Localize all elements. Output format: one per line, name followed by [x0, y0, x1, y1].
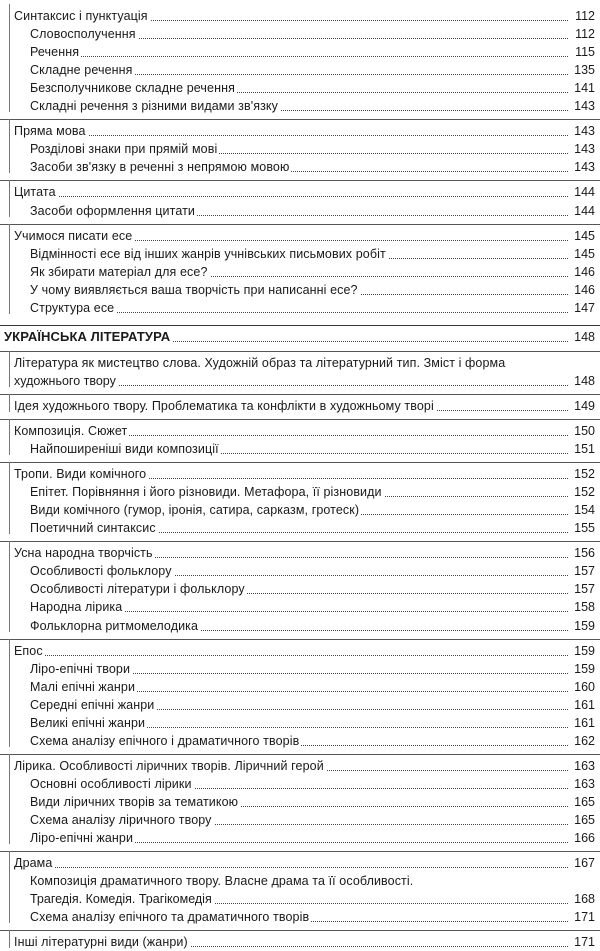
toc-subentry[interactable]	[0, 281, 600, 299]
group-divider	[0, 180, 600, 181]
page-number: 115	[571, 43, 595, 61]
section-divider	[0, 325, 600, 326]
entry-title: Поетичний синтаксис	[30, 521, 156, 536]
entry-title: Найпоширеніші види композиції	[30, 442, 219, 457]
dot-leader	[14, 655, 568, 656]
page-number: 141	[571, 79, 595, 97]
entry-title: Складне речення	[30, 63, 133, 78]
page-number: 144	[571, 183, 595, 201]
group-divider	[0, 394, 600, 395]
toc-entry[interactable]	[0, 422, 600, 440]
group-left-rule	[9, 419, 10, 455]
entry-title: Складні речення з різними видами зв'язку	[30, 99, 278, 114]
page-number: 152	[571, 483, 595, 501]
page-number: 145	[571, 227, 595, 245]
entry-title: Синтаксис і пунктуація	[14, 9, 148, 23]
toc-entry[interactable]	[0, 757, 600, 775]
entry-title: Учимося писати есе	[14, 228, 133, 243]
group-divider	[0, 930, 600, 931]
group-left-rule	[9, 462, 10, 534]
entry-title: Ліро-епічні жанри	[30, 831, 134, 846]
entry-title: Як збирати матеріал для есе?	[30, 264, 208, 279]
toc-subentry[interactable]	[0, 61, 600, 79]
group-left-rule	[9, 930, 10, 948]
entry-title: Безсполучникове складне речення	[30, 81, 235, 96]
entry-title: Види комічного (гумор, іронія, сатира, сарказм, гротеск)	[30, 503, 360, 518]
entry-title: Малі епічні жанри	[30, 679, 136, 694]
page-number: 161	[571, 696, 595, 714]
page-number: 158	[571, 598, 595, 616]
page-number: 145	[571, 245, 595, 263]
entry-title: Середні епічні жанри	[30, 697, 155, 712]
page-number: 161	[571, 714, 595, 732]
toc-entry[interactable]	[0, 397, 600, 415]
group-left-rule	[9, 180, 10, 216]
page-number: 160	[571, 678, 595, 696]
group-left-rule	[9, 754, 10, 844]
entry-title: Цитата	[14, 185, 56, 200]
group-divider	[0, 851, 600, 852]
group-left-rule	[9, 119, 10, 173]
page-number: 143	[571, 97, 595, 115]
entry-title: Інші літературні види (жанри)	[14, 935, 188, 950]
entry-title: Словосполучення	[30, 27, 136, 42]
toc-subentry[interactable]	[0, 811, 600, 829]
dot-leader	[14, 135, 568, 136]
entry-title: Фольклорна ритмомелодика	[30, 618, 199, 633]
toc-subentry[interactable]	[0, 245, 600, 263]
page-number: 147	[571, 299, 595, 317]
entry-title-continued: художнього твору	[14, 373, 116, 388]
toc-subentry[interactable]	[0, 158, 600, 176]
group-divider	[0, 351, 600, 352]
entry-title: Структура есе	[30, 300, 115, 315]
entry-title: Ідея художнього твору. Проблематика та конфлікти в художньому творі	[14, 398, 434, 413]
toc-subentry[interactable]	[0, 829, 600, 847]
toc-entry[interactable]	[0, 7, 600, 25]
page-number: 144	[571, 202, 595, 220]
entry-title: У чому виявляється ваша творчість при написанні есе?	[30, 282, 358, 297]
page-number: 150	[571, 422, 595, 440]
entry-title: Усна народна творчість	[14, 546, 153, 561]
page-number: 143	[571, 158, 595, 176]
group-divider	[0, 119, 600, 120]
entry-title: Драма	[14, 856, 53, 871]
toc-subentry[interactable]	[0, 501, 600, 519]
toc-subentry[interactable]	[0, 617, 600, 635]
entry-title: Розділові знаки при прямій мові	[30, 142, 218, 157]
toc-subentry[interactable]	[0, 714, 600, 732]
toc-subentry[interactable]	[0, 43, 600, 61]
group-left-rule	[9, 224, 10, 314]
entry-title: Ліро-епічні твори	[30, 661, 131, 676]
page-number: 157	[571, 580, 595, 598]
page-number: 135	[571, 61, 595, 79]
group-divider	[0, 224, 600, 225]
entry-title: Особливості літератури і фольклору	[30, 582, 245, 597]
page-number: 151	[571, 440, 595, 458]
toc-subentry[interactable]	[0, 79, 600, 97]
group-divider	[0, 419, 600, 420]
toc-subentry[interactable]	[0, 25, 600, 43]
toc-subentry[interactable]	[0, 483, 600, 501]
entry-title: Схема аналізу епічного та драматичного творів	[30, 910, 310, 925]
group-divider	[0, 462, 600, 463]
page-number: 159	[571, 642, 595, 660]
toc-entry[interactable]	[0, 854, 600, 872]
toc-subentry[interactable]	[0, 660, 600, 678]
toc-subentry[interactable]	[0, 299, 600, 317]
group-divider	[0, 541, 600, 542]
group-left-rule	[9, 394, 10, 412]
entry-title: Епітет. Порівняння і його різновиди. Метафора, її різновиди	[30, 485, 382, 500]
entry-title: Схема аналізу епічного і драматичного творів	[30, 733, 300, 748]
entry-title: Засоби оформлення цитати	[30, 203, 195, 218]
entry-title: Пряма мова	[14, 124, 86, 139]
entry-title: Відмінності есе від інших жанрів учнівських письмових робіт	[30, 246, 386, 261]
dot-leader	[14, 196, 568, 197]
toc-subentry[interactable]	[0, 519, 600, 537]
toc-subentry[interactable]	[0, 732, 600, 750]
toc-entry[interactable]	[0, 933, 600, 951]
toc-entry[interactable]	[0, 183, 600, 201]
toc-subentry[interactable]	[0, 908, 600, 926]
toc-entry[interactable]	[0, 642, 600, 660]
page-number: 163	[571, 757, 595, 775]
page-number: 146	[571, 263, 595, 281]
entry-title-continued: Трагедія. Комедія. Трагікомедія	[30, 892, 212, 907]
entry-title: Народна лірика	[30, 600, 123, 615]
entry-title: Схема аналізу ліричного твору	[30, 813, 212, 827]
toc-subentry[interactable]	[0, 440, 600, 458]
dot-leader	[14, 867, 568, 868]
page-number: 159	[571, 660, 595, 678]
entry-title: Засоби зв'язку в реченні з непрямою мовою	[30, 160, 290, 175]
toc-entry[interactable]	[0, 227, 600, 245]
page-number: 171	[571, 933, 595, 951]
group-left-rule	[9, 351, 10, 387]
page-number: 156	[571, 544, 595, 562]
entry-title: Особливості фольклору	[30, 564, 172, 579]
toc-subentry[interactable]	[0, 140, 600, 158]
page-number: 167	[571, 854, 595, 872]
page-number: 112	[571, 7, 595, 25]
entry-title: Види ліричних творів за тематикою	[30, 794, 239, 809]
page-number: 165	[571, 793, 595, 811]
page-number: 162	[571, 732, 595, 750]
page-number: 148	[571, 328, 595, 346]
group-divider	[0, 639, 600, 640]
toc-entry[interactable]	[0, 544, 600, 562]
group-left-rule	[9, 851, 10, 923]
toc-subentry[interactable]	[0, 263, 600, 281]
dot-leader	[30, 56, 568, 57]
page-number: 143	[571, 122, 595, 140]
toc-subentry[interactable]	[0, 97, 600, 115]
entry-title: Композиція драматичного твору. Власне драма та її особливості.	[30, 874, 414, 889]
toc-subentry[interactable]	[0, 793, 600, 811]
entry-title: Література як мистецтво слова. Художній образ та літературний тип. Зміст і форма	[14, 355, 506, 370]
page-number: 166	[571, 829, 595, 847]
entry-title: УКРАЇНСЬКА ЛІТЕРАТУРА	[4, 328, 171, 344]
entry-title: Тропи. Види комічного	[14, 467, 147, 482]
toc-entry[interactable]	[0, 354, 600, 390]
page-number: 143	[571, 140, 595, 158]
entry-title: Епос	[14, 643, 43, 658]
toc-subentry[interactable]	[0, 562, 600, 580]
page-number: 163	[571, 775, 595, 793]
page-number: 112	[571, 25, 595, 43]
toc-entry[interactable]	[0, 465, 600, 483]
group-left-rule	[9, 4, 10, 112]
page-number: 146	[571, 281, 595, 299]
toc-subentry[interactable]	[0, 678, 600, 696]
entry-title: Лірика. Особливості ліричних творів. Ліричний герой	[14, 758, 324, 773]
entry-title: Великі епічні жанри	[30, 715, 146, 730]
group-left-rule	[9, 541, 10, 631]
toc-subentry[interactable]	[0, 202, 600, 220]
toc-subentry[interactable]	[0, 696, 600, 714]
entry-title: Основні особливості лірики	[30, 776, 192, 791]
section-heading[interactable]	[0, 328, 600, 346]
group-left-rule	[9, 639, 10, 747]
page-number: 155	[571, 519, 595, 537]
page-number: 148	[571, 372, 595, 390]
toc-subentry[interactable]	[0, 872, 600, 908]
page-number: 165	[571, 811, 595, 829]
page-number: 154	[571, 501, 595, 519]
page-number: 157	[571, 562, 595, 580]
group-divider	[0, 754, 600, 755]
page-number: 159	[571, 617, 595, 635]
toc-subentry[interactable]	[0, 598, 600, 616]
page-number: 152	[571, 465, 595, 483]
entry-title: Композиція. Сюжет	[14, 424, 128, 438]
page-number: 171	[571, 908, 595, 926]
entry-title: Речення	[30, 45, 80, 60]
page-number: 168	[571, 890, 595, 908]
toc-entry[interactable]	[0, 122, 600, 140]
toc-subentry[interactable]	[0, 775, 600, 793]
toc-subentry[interactable]	[0, 580, 600, 598]
page-number: 149	[571, 397, 595, 415]
